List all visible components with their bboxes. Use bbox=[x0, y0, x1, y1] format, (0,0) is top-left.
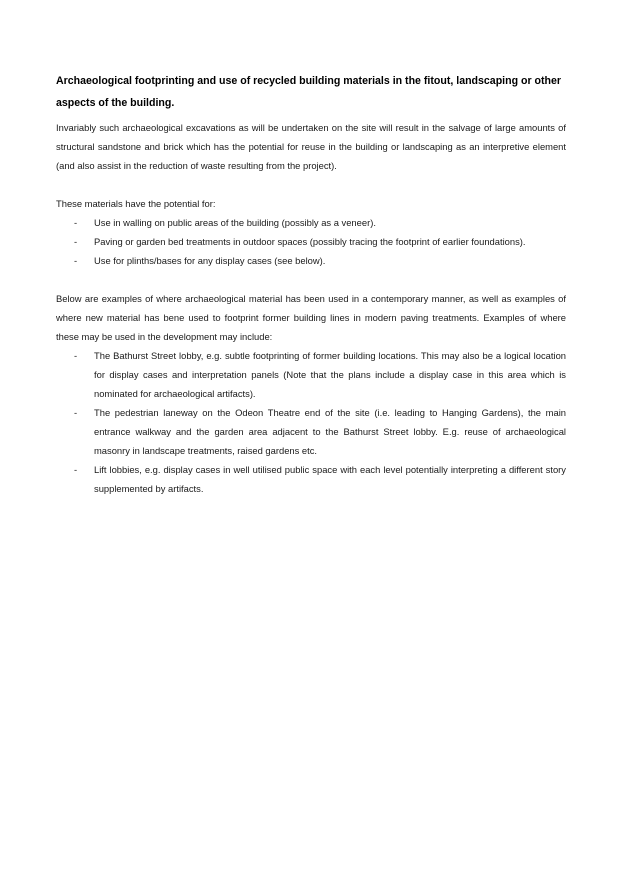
list-item bbox=[56, 213, 566, 232]
bullet-dash: - bbox=[74, 350, 78, 361]
bullet-dash: - bbox=[74, 236, 78, 247]
paragraph-spacer bbox=[56, 175, 566, 194]
potential-intro: These materials have the potential for: bbox=[56, 198, 216, 209]
list-item bbox=[56, 232, 566, 251]
list-item-text: The Bathurst Street lobby, e.g. subtle footprinting of former building locations. This may also be a logical location for display cases and interpretation panels (Note that the plans include a display case in this area which is nominated for archaeological artifacts). bbox=[94, 350, 566, 399]
paragraph-spacer bbox=[56, 270, 566, 289]
list-item-text: Lift lobbies, e.g. display cases in well utilised public space with each level potentially interpreting a different story supplemented by artifacts. bbox=[94, 464, 566, 494]
bullet-dash: - bbox=[74, 255, 78, 266]
list-item-text: Paving or garden bed treatments in outdoor spaces (possibly tracing the footprint of earlier foundations). bbox=[94, 236, 526, 247]
bullet-dash: - bbox=[74, 217, 78, 228]
document-page bbox=[56, 70, 566, 498]
list-item bbox=[56, 251, 566, 270]
bullet-dash: - bbox=[74, 464, 78, 475]
list-item-text: The pedestrian laneway on the Odeon Theatre end of the site (i.e. leading to Hanging Gardens), the main entrance walkway and the garden area adjacent to the Bathurst Street lobby. E.g. reuse of archaeological masonry in landscape treatments, raised gardens etc. bbox=[94, 407, 566, 456]
examples-paragraph: Below are examples of where archaeological material has been used in a contemporary manner, as well as examples of where new material has bene used to footprint former building lines in modern paving treatments. Examples of where these may be used in the development may include: bbox=[56, 293, 566, 342]
list-item bbox=[56, 403, 566, 460]
list-item-text: Use for plinths/bases for any display cases (see below). bbox=[94, 255, 326, 266]
list-item-text: Use in walling on public areas of the building (possibly as a veneer). bbox=[94, 217, 376, 228]
bullet-dash: - bbox=[74, 407, 78, 418]
intro-paragraph: Invariably such archaeological excavations as will be undertaken on the site will result in the salvage of large amounts of structural sandstone and brick which has the potential for reuse in the building or landscaping as an interpretive element (and also assist in the reduction of waste resulting from the project). bbox=[56, 122, 566, 171]
list-item bbox=[56, 460, 566, 498]
examples-list bbox=[56, 346, 566, 498]
potential-list bbox=[56, 213, 566, 270]
list-item bbox=[56, 346, 566, 403]
section-heading: Archaeological footprinting and use of recycled building materials in the fitout, landscaping or other aspects of the building. bbox=[56, 75, 562, 109]
